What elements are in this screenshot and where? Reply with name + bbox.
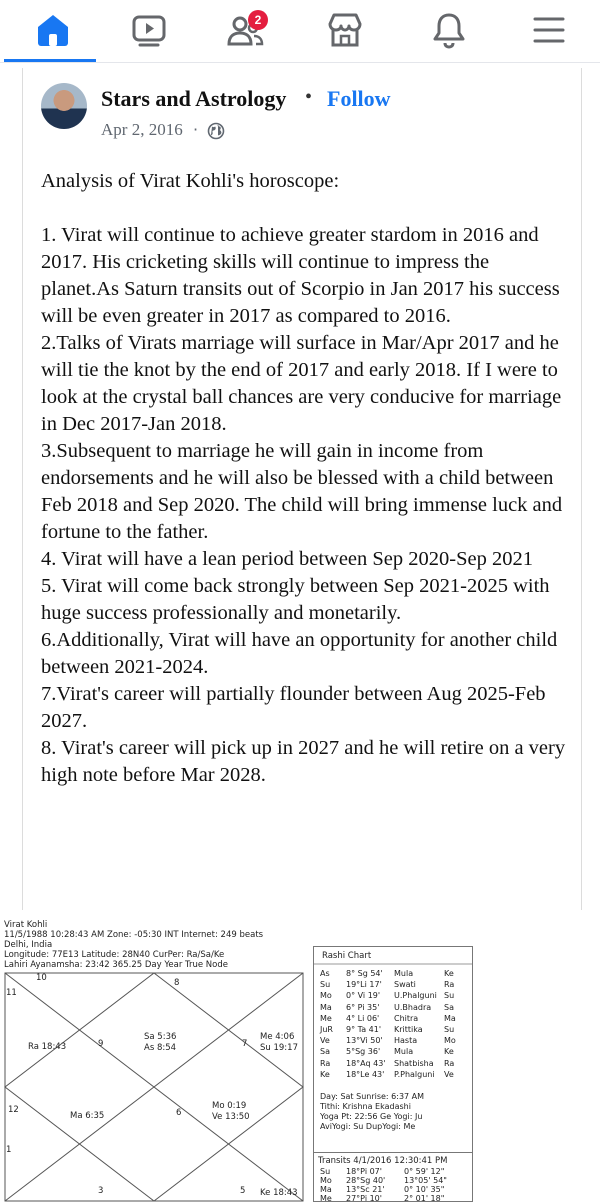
post-line: 6.Additionally, Virat will have an opportunity for another child between 2021-2024.: [41, 629, 558, 678]
rashi-cell: Chitra: [394, 1013, 419, 1023]
planet-label: Ve 13:50: [212, 1112, 250, 1122]
transits-title: Transits 4/1/2016 12:30:41 PM: [318, 1156, 448, 1166]
rashi-cell: Hasta: [394, 1036, 418, 1046]
planet-label: Su 19:17: [260, 1043, 298, 1053]
rashi-cell: JuR: [320, 1025, 333, 1034]
rashi-cell: 8° Sg 54': [346, 969, 383, 978]
rashi-cell: Mula: [394, 1047, 414, 1057]
rashi-title: Rashi Chart: [322, 951, 372, 961]
rashi-cell: Swati: [394, 980, 416, 990]
planet-label: Sa 5:36: [144, 1032, 177, 1042]
rashi-cell: Ma: [320, 1002, 332, 1012]
rashi-cell: Su: [444, 1025, 455, 1034]
rashi-cell: 19°Li 17': [346, 980, 382, 990]
rashi-cell: 4° Li 06': [346, 1013, 380, 1023]
rashi-cell: Mula: [394, 969, 414, 978]
rashi-cell: Ra: [444, 980, 455, 990]
notifications-bell-icon[interactable]: [426, 8, 472, 52]
rashi-footer-line: Day: Sat Sunrise: 6:37 AM: [320, 1092, 425, 1101]
transit-cell: 0° 10' 35": [404, 1185, 445, 1194]
avatar[interactable]: [41, 83, 87, 129]
rashi-cell: Ke: [320, 1069, 330, 1079]
planet-label: Me 4:06: [260, 1032, 295, 1042]
rashi-cell: Ve: [444, 1069, 454, 1079]
house-number: 3: [98, 1186, 104, 1196]
separator-dot: •: [305, 86, 313, 108]
menu-icon[interactable]: [526, 8, 572, 52]
rashi-cell: 18°Aq 43': [346, 1058, 386, 1068]
rashi-footer-line: Yoga Pt: 22:56 Ge Yogi: Ju: [320, 1112, 423, 1121]
rashi-cell: Sa: [444, 1002, 454, 1012]
rashi-cell: Krittika: [394, 1025, 423, 1034]
transit-cell: 13°Sc 21': [346, 1185, 385, 1194]
planet-label: Mo 0:19: [212, 1101, 247, 1111]
notification-badge: 2: [248, 10, 268, 30]
page-name[interactable]: Stars and Astrology: [101, 86, 287, 111]
rashi-cell: Ke: [444, 1047, 454, 1057]
house-number: 7: [242, 1039, 248, 1049]
watch-icon[interactable]: [126, 8, 172, 52]
follow-button[interactable]: Follow: [327, 86, 391, 111]
house-number: 9: [98, 1039, 104, 1049]
rashi-cell: Mo: [320, 991, 332, 1001]
rashi-cell: Ma: [444, 1013, 456, 1023]
date-separator: ·: [193, 120, 199, 139]
post-line: 7.Virat's career will partially flounder between Aug 2025-Feb 2027.: [41, 683, 546, 732]
rashi-chart-table: [313, 946, 473, 1172]
rashi-cell: Ra: [444, 1058, 455, 1068]
chart-header-line: Delhi, India: [4, 940, 53, 950]
transit-cell: 0° 59' 12": [404, 1167, 445, 1176]
house-number: 8: [174, 978, 180, 988]
planet-label: As 8:54: [144, 1043, 177, 1053]
post-line: 1. Virat will continue to achieve greater stardom in 2016 and 2017. His cricketing skills will continue to impress the planet.As Saturn transits out of Scorpio in Jan 2017 his success will be even greater in 2017 as compared to 2016.: [41, 224, 560, 327]
house-number: 12: [8, 1105, 19, 1115]
rashi-cell: Sa: [320, 1047, 330, 1057]
transit-cell: Me: [320, 1194, 332, 1203]
north-indian-chart-diagram: [4, 972, 304, 1202]
transit-cell: 28°Sg 40': [346, 1176, 386, 1185]
rashi-cell: 6° Pi 35': [346, 1002, 380, 1012]
transit-cell: 27°Pi 10': [346, 1194, 382, 1203]
rashi-cell: 9° Ta 41': [346, 1025, 382, 1034]
post-line-blank: [41, 195, 571, 222]
rashi-footer-line: Tithi: Krishna Ekadashi: [320, 1102, 411, 1111]
post-text: [41, 168, 571, 789]
rashi-cell: 18°Le 43': [346, 1069, 385, 1079]
chart-header-line: Longitude: 77E13 Latitude: 28N40 CurPer: Ra/Sa/Ke: [4, 950, 225, 960]
transit-cell: 18°Pi 07': [346, 1167, 382, 1176]
house-number: 1: [6, 1145, 12, 1155]
transit-cell: 2° 01' 18": [404, 1194, 445, 1203]
rashi-cell: Ke: [444, 969, 454, 978]
rashi-cell: Su: [444, 991, 455, 1001]
marketplace-icon[interactable]: [322, 8, 368, 52]
house-number: 6: [176, 1108, 182, 1118]
home-icon[interactable]: [30, 8, 76, 52]
rashi-footer-line: AviYogi: Su DupYogi: Me: [320, 1122, 416, 1131]
planet-label: Ma 6:35: [70, 1111, 105, 1121]
post-line: 3.Subsequent to marriage he will gain in income from endorsements and he will also be blessed with a child between Feb 2018 and Sep 2020. The child will bring immense luck and fortune to the father.: [41, 440, 563, 543]
planet-label: Ke 18:43: [260, 1188, 298, 1198]
rashi-cell: Shatbisha: [394, 1058, 434, 1068]
rashi-cell: Su: [320, 980, 331, 990]
post-line: 2.Talks of Virats marriage will surface in Mar/Apr 2017 and he will tie the knot by the end of 2017 and early 2018. If I were to look at the crystal ball chances are very conducive for marriage in Dec 2017-Jan 2018.: [41, 332, 562, 435]
post-line: 4. Virat will have a lean period between Sep 2020-Sep 2021: [41, 548, 533, 570]
rashi-cell: U.Bhadra: [394, 1002, 432, 1012]
horoscope-chart-image[interactable]: [0, 918, 600, 1203]
rashi-cell: Me: [320, 1013, 332, 1023]
rashi-cell: 13°Vi 50': [346, 1036, 383, 1046]
post-card: [22, 68, 582, 910]
house-number: 5: [240, 1186, 246, 1196]
top-navigation: [0, 0, 600, 63]
post-date[interactable]: Apr 2, 2016: [101, 120, 183, 139]
rashi-cell: Ra: [320, 1058, 331, 1068]
planet-label: Ra 18:43: [28, 1042, 67, 1052]
transits-table: [313, 1152, 473, 1202]
active-tab-indicator: [4, 59, 96, 62]
post-line: 8. Virat's career will pick up in 2027 and he will retire on a very high note before Mar 2028.: [41, 737, 566, 786]
chart-header-line: 11/5/1988 10:28:43 AM Zone: -05:30 INT Internet: 249 beats: [4, 930, 264, 940]
transit-cell: Ma: [320, 1185, 332, 1194]
house-number: 10: [36, 973, 47, 983]
rashi-cell: Ve: [320, 1036, 330, 1046]
globe-icon: [207, 122, 225, 144]
transit-cell: Su: [320, 1167, 331, 1176]
rashi-cell: P.Phalguni: [394, 1069, 435, 1079]
transit-cell: Mo: [320, 1176, 332, 1185]
post-line: Analysis of Virat Kohli's horoscope:: [41, 170, 340, 192]
rashi-cell: As: [320, 969, 330, 978]
rashi-cell: 0° Vi 19': [346, 991, 381, 1001]
chart-header-line: Lahiri Ayanamsha: 23:42 365.25 Day Year True Node: [4, 960, 228, 970]
transit-cell: 13°05' 54": [404, 1176, 447, 1185]
friends-icon[interactable]: [222, 8, 268, 52]
post-line: 5. Virat will come back strongly between Sep 2021-2025 with huge success professionally and monetarily.: [41, 575, 550, 624]
chart-header-line: Virat Kohli: [4, 920, 48, 930]
rashi-cell: U.Phalguni: [394, 991, 437, 1001]
rashi-title-divider: [314, 963, 472, 965]
rashi-cell: 5°Sg 36': [346, 1047, 381, 1057]
rashi-cell: Mo: [444, 1036, 456, 1046]
house-number: 11: [6, 988, 17, 998]
